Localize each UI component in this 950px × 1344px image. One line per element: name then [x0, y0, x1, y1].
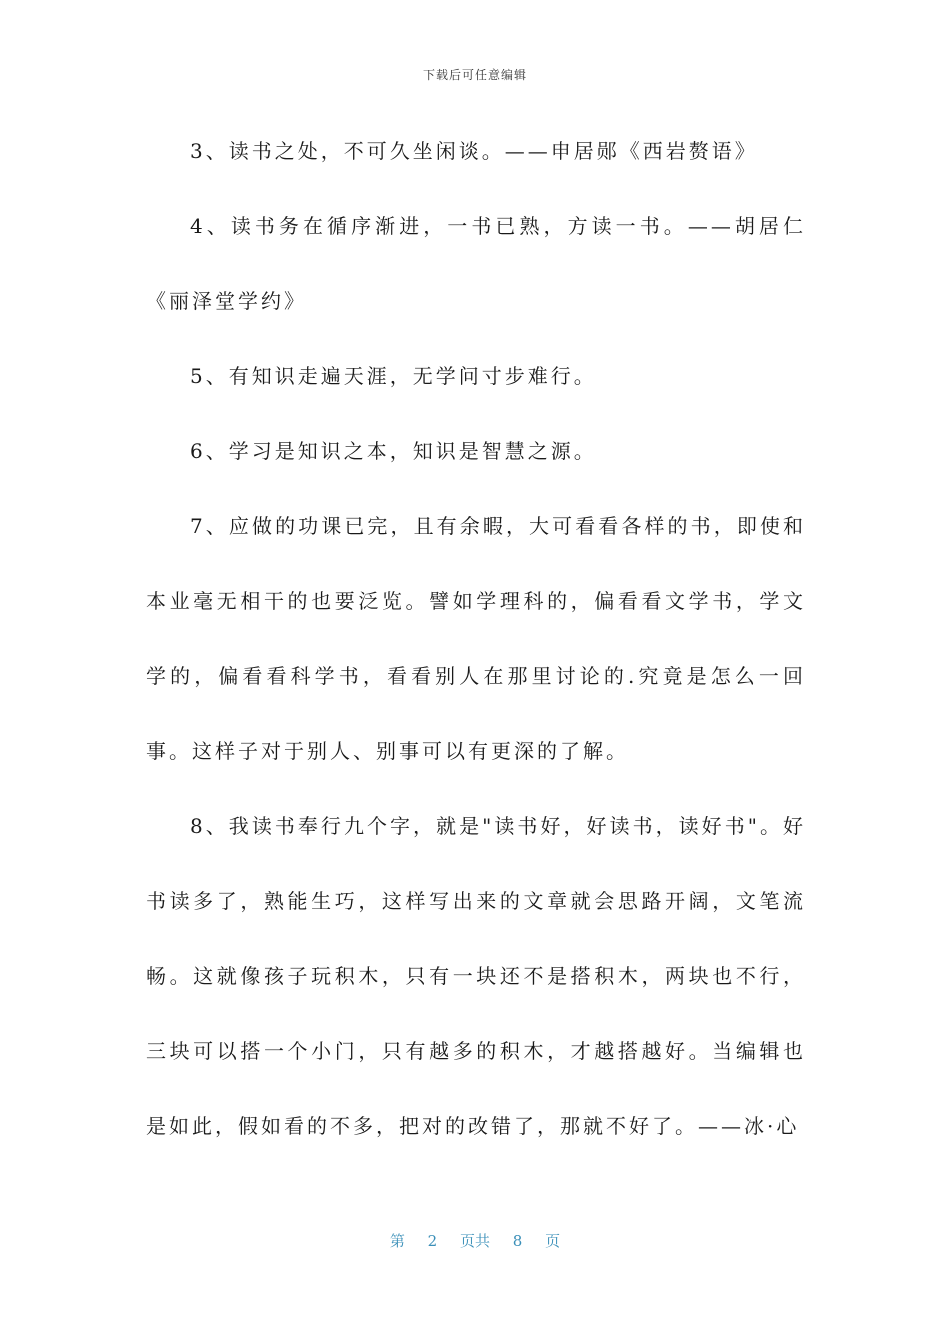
- paragraph-3: 3、读书之处，不可久坐闲谈。——申居郧《西岩赘语》: [190, 139, 758, 163]
- footer-page-number: 2: [427, 1232, 438, 1250]
- footer-total-pages: 8: [512, 1232, 523, 1250]
- footer-total-suffix: 页: [545, 1232, 561, 1250]
- document-body: [146, 114, 806, 1164]
- footer-page-suffix: 页共: [459, 1232, 490, 1250]
- paragraph-4: 4、读书务在循序渐进，一书已熟，方读一书。——胡居仁《丽泽堂学约》: [146, 214, 806, 313]
- page-header: 下载后可任意编辑: [422, 68, 527, 82]
- paragraph-6: 6、学习是知识之本，知识是智慧之源。: [190, 439, 597, 463]
- paragraph-8: 8、我读书奉行九个字，就是"读书好，好读书，读好书"。好书读多了，熟能生巧，这样写出来的文章就会思路开阔，文笔流畅。这就像孩子玩积木，只有一块还不是搭积木，两块也不行，三块可以搭一个小门，只有越多的积木，才越搭越好。当编辑也是如此，假如看的不多，把对的改错了，那就不好了。——冰·心: [146, 814, 806, 1138]
- page-footer: [0, 1230, 950, 1251]
- paragraph-5: 5、有知识走遍天涯，无学问寸步难行。: [190, 364, 597, 388]
- paragraph-7: 7、应做的功课已完，且有余暇，大可看看各样的书，即使和本业毫无相干的也要泛览。譬如学理科的，偏看看文学书，学文学的，偏看看科学书，看看别人在那里讨论的.究竟是怎么一回事。这样子对于别人、别事可以有更深的了解。: [146, 514, 806, 763]
- footer-page-label: 第: [389, 1232, 405, 1250]
